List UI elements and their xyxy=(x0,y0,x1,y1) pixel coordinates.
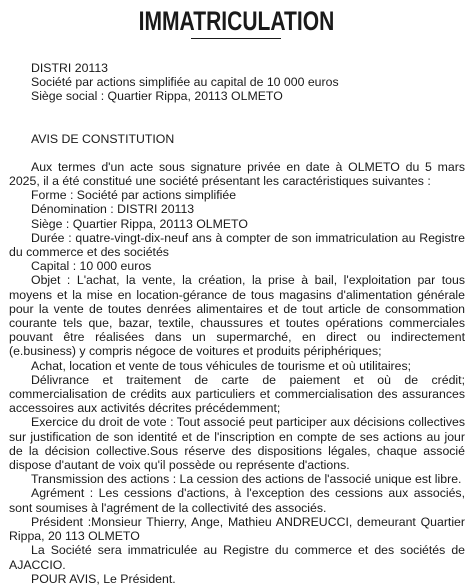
paragraph-duree: Durée : quatre-vingt-dix-neuf ans à compter de son immatriculation au Registre du commerce et des sociétés xyxy=(9,230,465,260)
paragraph-forme: Forme : Société par actions simplifiée xyxy=(31,188,237,203)
paragraph-droit-de-vote: Exercice du droit de vote : Tout associé peut participer aux décisions collectives sur justification de son identité et de l'inscription en compte de ses actions au jour de la décision collective.Sous réserve des dispositions légales, chaque associé dispose d'autant de voix qu'il possède ou représente d'actions. xyxy=(9,415,465,473)
paragraph-capital: Capital : 10 000 euros xyxy=(31,259,152,274)
paragraph-objet: Objet : L'achat, la vente, la création, la prise à bail, l'exploitation par tous moyens et la mise en location-gérance de tous magasins d'alimentation générale pour la vente de toutes denrées alimentaires et de tout article de consommation courante tels que, bazar, textile, chaussures et toutes opérations commerciales pouvant être réalisées dans un supermarché, en direct ou indirectement (e.business) y compris négoce de voitures et produits périphériques; xyxy=(9,273,465,359)
paragraph-president: Président :Monsieur Thierry, Ange, Mathieu ANDREUCCI, demeurant Quartier Rippa, 20 113 OLMETO xyxy=(9,514,465,544)
paragraph-signature: POUR AVIS, Le Président. xyxy=(31,571,176,586)
paragraph-intro: Aux termes d'un acte sous signature privée en date à OLMETO du 5 mars 2025, il a été constitué une société présentant les caractéristiques suivantes : xyxy=(9,159,465,189)
page-title: IMMATRICULATION xyxy=(138,6,335,36)
company-registered-office: Siège social : Quartier Rippa, 20113 OLMETO xyxy=(31,89,283,104)
paragraph-denomination: Dénomination : DISTRI 20113 xyxy=(31,202,195,217)
legal-notice xyxy=(9,61,465,586)
paragraph-immatriculation: La Société sera immatriculée au Registre du commerce et des sociétés de AJACCIO. xyxy=(9,543,465,572)
title-underline xyxy=(191,38,281,39)
paragraph-transmission: Transmission des actions : La cession des actions de l'associé unique est libre. xyxy=(31,472,462,487)
company-name: DISTRI 20113 xyxy=(31,61,109,75)
paragraph-delivrance: Délivrance et traitement de carte de paiement et où de crédit; commercialisation de crédits aux particuliers et commercialisation des assurances accessoires aux activités décrites précédemment; xyxy=(9,372,465,416)
paragraph-siege: Siège : Quartier Rippa, 20113 OLMETO xyxy=(31,216,248,231)
company-form-capital: Société par actions simplifiée au capital de 10 000 euros xyxy=(31,75,339,90)
paragraph-agrement: Agrément : Les cessions d'actions, à l'exception des cessions aux associés, sont soumises à l'agrément de la collectivité des associés. xyxy=(9,486,465,515)
section-title: AVIS DE CONSTITUTION xyxy=(31,131,175,146)
paragraph-achat: Achat, location et vente de tous véhicules de tourisme et où utilitaires; xyxy=(31,358,412,373)
